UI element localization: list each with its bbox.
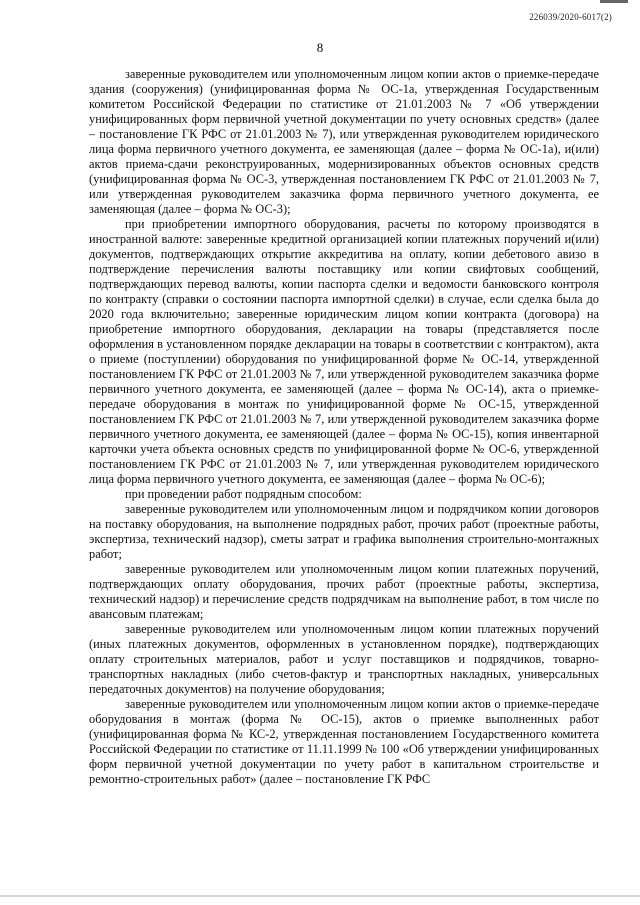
- paragraph-2: при приобретении импортного оборудования, расчеты по которому производятся в иностранной валюте: заверенные кредитной организацией копии платежных поручений и(или) документов, подтверждающих открытие аккредитива на оплату, копии дебетового авизо в подтверждение перечисления валюты поставщику или копии свифтовых сообщений, подтверждающих перевод валюты, копии паспорта сделки и ведомости банковского контроля по контракту (справки о состоянии паспорта импортной сделки) в случае, если сделка была до 2020 года включительно; заверенные юридическим лицом копии контракта (договора) на приобретение импортного оборудования, декларации на товары (представляется после оформления в установленном порядке декларации на товары в соответствии с контрактом), акта о приеме (поступлении) оборудования по унифицированной форме № ОС-14, утвержденной постановлением ГК РФС от 21.01.2003 № 7, или утвержденной руководителем заказчика форме первичного учетного документа, ее заменяющей (далее – форма № ОС-14), акта о приемке-передаче оборудования в монтаж по унифицированной форме № ОС-15, утвержденной постановлением ГК РФС от 21.01.2003 № 7, или утвержденной руководителем заказчика форме первичного учетного документа, ее заменяющей (далее – форма № ОС-15), копия инвентарной карточки учета объекта основных средств по унифицированной форме № ОС-6, утвержденной постановлением ГК РФС от 21.01.2003 № 7, или утвержденная руководителем юридического лица форма первичного учетного документа, ее заменяющая (далее – форма № ОС-6);: [89, 217, 599, 486]
- paragraph-4: заверенные руководителем или уполномоченным лицом и подрядчиком копии договоров на поставку оборудования, на выполнение подрядных работ, прочих работ (проектные работы, экспертиза, технический надзор), сметы затрат и графика выполнения строительно-монтажных работ;: [89, 502, 599, 561]
- paragraph-1: заверенные руководителем или уполномоченным лицом копии актов о приемке-передаче здания (сооружения) (унифицированная форма № ОС-1а, утвержденная Государственным комитетом Российской Федерации по статистике от 21.01.2003 № 7 «Об утверждении унифицированных форм первичной учетной документации по учету основных средств» (далее – постановление ГК РФС от 21.01.2003 № 7), или утвержденная руководителем юридического лица форма первичного учетного документа, ее заменяющая (далее – форма № ОС-1а), и(или) актов приема-сдачи реконструированных, модернизированных объектов основных средств (унифицированная форма № ОС-3, утвержденная постановлением ГК РФС от 21.01.2003 № 7, или утвержденная руководителем заказчика форма первичного учетного документа, ее заменяющая (далее – форма № ОС-3);: [89, 67, 599, 216]
- paragraph-6: заверенные руководителем или уполномоченным лицом копии платежных поручений (иных платежных документов, оформленных в установленном порядке), подтверждающих оплату строительных материалов, работ и услуг поставщиков и подрядчиков, товарно-транспортных накладных (либо счетов-фактур и транспортных накладных, универсальных передаточных документов) на получение оборудования;: [89, 622, 599, 696]
- document-body: [89, 67, 599, 787]
- document-number: 226039/2020-6017(2): [529, 12, 612, 22]
- paragraph-7: заверенные руководителем или уполномоченным лицом копии актов о приемке-передаче оборудования в монтаж (форма № ОС-15), актов о приемке выполненных работ (унифицированная форма № КС-2, утвержденная постановлением Государственного комитета Российской Федерации по статистике от 11.11.1999 № 100 «Об утверждении унифицированных форм первичной учетной документации по учету работ в капитальном строительстве и ремонтно-строительных работ» (далее – постановление ГК РФС: [89, 697, 599, 786]
- paragraph-3: при проведении работ подрядным способом:: [125, 487, 362, 501]
- scan-bottom-edge: [0, 895, 640, 897]
- page-number: 8: [316, 40, 324, 55]
- paragraph-5: заверенные руководителем или уполномоченным лицом копии платежных поручений, подтверждающих оплату оборудования, прочих работ (проектные работы, экспертиза, технический надзор) и перечисление средств подрядчикам на выполнение работ, в том числе по авансовым платежам;: [89, 562, 599, 621]
- scan-edge-mark: [600, 0, 628, 3]
